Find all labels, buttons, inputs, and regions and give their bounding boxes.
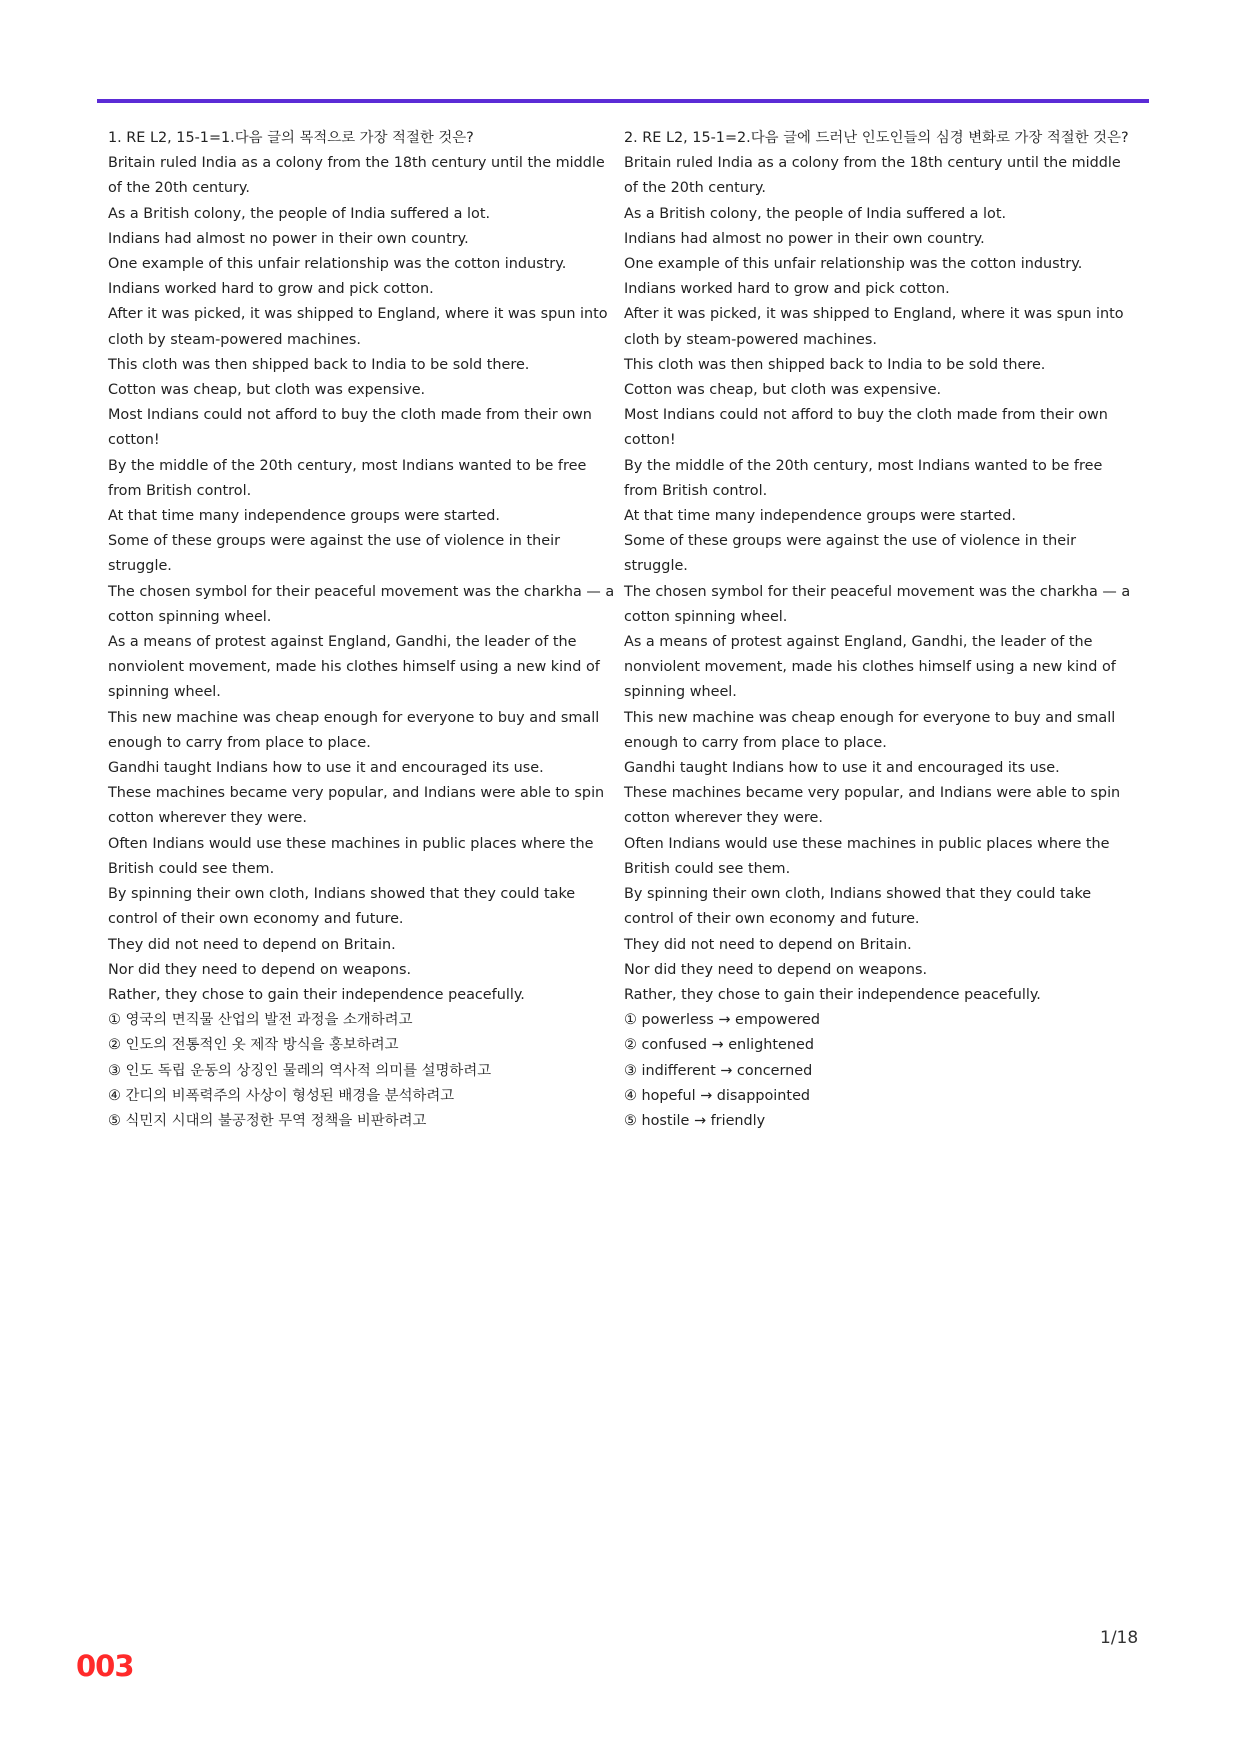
passage-sentence: This cloth was then shipped back to India to be sold there. — [624, 356, 1046, 373]
passage-sentence: Indians had almost no power in their own country. — [624, 230, 985, 247]
answer-option: ③ 인도 독립 운동의 상징인 물레의 역사적 의미를 설명하려고 — [108, 1062, 492, 1079]
passage-sentence: This new machine was cheap enough for everyone to buy and small enough to carry from place to place. — [624, 709, 1116, 751]
passage-sentence: At that time many independence groups were started. — [624, 508, 1017, 525]
answer-options — [108, 1008, 618, 1134]
question-header: 1. RE L2, 15-1=1.다음 글의 목적으로 가장 적절한 것은? — [108, 130, 474, 146]
page-number: 1/18 — [1100, 1628, 1139, 1648]
passage-sentence: Nor did they need to depend on weapons. — [108, 961, 412, 978]
passage-sentence: Rather, they chose to gain their independence peacefully. — [624, 986, 1041, 1003]
answer-option: ② 인도의 전통적인 옷 제작 방식을 홍보하려고 — [108, 1037, 399, 1054]
passage-sentence: After it was picked, it was shipped to England, where it was spun into cloth by steam-powered machines. — [108, 306, 608, 348]
passage-sentence: Often Indians would use these machines in public places where the British could see them. — [108, 835, 594, 877]
top-divider — [97, 99, 1149, 103]
passage-sentence: As a British colony, the people of India suffered a lot. — [624, 205, 1007, 222]
passage-sentence: As a means of protest against England, Gandhi, the leader of the nonviolent movement, made his clothes himself using a new kind of spinning wheel. — [624, 634, 1116, 701]
passage-sentence: These machines became very popular, and Indians were able to spin cotton wherever they were. — [624, 785, 1121, 827]
answer-option: ⑤ 식민지 시대의 불공정한 무역 정책을 비판하려고 — [108, 1112, 427, 1129]
answer-option: ① 영국의 면직물 산업의 발전 과정을 소개하려고 — [108, 1012, 413, 1029]
passage-sentence: They did not need to depend on Britain. — [108, 936, 396, 953]
passage-sentence: Most Indians could not afford to buy the cloth made from their own cotton! — [108, 407, 592, 449]
passage-sentence: Indians worked hard to grow and pick cotton. — [624, 281, 950, 298]
answer-option: ⑤ hostile → friendly — [624, 1112, 766, 1129]
passage — [624, 151, 1134, 1008]
passage-sentence: These machines became very popular, and Indians were able to spin cotton wherever they were. — [108, 785, 605, 827]
answer-option: ① powerless → empowered — [624, 1012, 821, 1029]
passage-sentence: As a means of protest against England, Gandhi, the leader of the nonviolent movement, made his clothes himself using a new kind of spinning wheel. — [108, 634, 600, 701]
question-1 — [108, 126, 618, 1134]
answer-option: ② confused → enlightened — [624, 1037, 815, 1054]
question-header: 2. RE L2, 15-1=2.다음 글에 드러난 인도인들의 심경 변화로 가장 적절한 것은? — [624, 130, 1129, 146]
passage-sentence: Britain ruled India as a colony from the 18th century until the middle of the 20th century. — [108, 155, 605, 197]
passage-sentence: Often Indians would use these machines in public places where the British could see them. — [624, 835, 1110, 877]
passage-sentence: Indians worked hard to grow and pick cotton. — [108, 281, 434, 298]
question-2 — [624, 126, 1134, 1134]
passage-sentence: By the middle of the 20th century, most Indians wanted to be free from British control. — [624, 457, 1103, 499]
passage-sentence: Most Indians could not afford to buy the cloth made from their own cotton! — [624, 407, 1108, 449]
passage-sentence: One example of this unfair relationship was the cotton industry. — [624, 256, 1083, 273]
passage-sentence: Some of these groups were against the use of violence in their struggle. — [108, 533, 561, 575]
passage-sentence: Cotton was cheap, but cloth was expensive. — [108, 382, 426, 399]
passage-sentence: Britain ruled India as a colony from the 18th century until the middle of the 20th century. — [624, 155, 1121, 197]
passage — [108, 151, 618, 1008]
passage-sentence: At that time many independence groups were started. — [108, 508, 501, 525]
page-code: 003 — [76, 1649, 134, 1683]
answer-option: ③ indifferent → concerned — [624, 1062, 813, 1079]
passage-sentence: After it was picked, it was shipped to England, where it was spun into cloth by steam-powered machines. — [624, 306, 1124, 348]
passage-sentence: By spinning their own cloth, Indians showed that they could take control of their own economy and future. — [624, 886, 1092, 928]
passage-sentence: By the middle of the 20th century, most Indians wanted to be free from British control. — [108, 457, 587, 499]
answer-options — [624, 1008, 1134, 1134]
passage-sentence: As a British colony, the people of India suffered a lot. — [108, 205, 491, 222]
passage-sentence: The chosen symbol for their peaceful movement was the charkha — a cotton spinning wheel. — [624, 583, 1131, 625]
passage-sentence: Rather, they chose to gain their independence peacefully. — [108, 986, 525, 1003]
passage-sentence: This cloth was then shipped back to India to be sold there. — [108, 356, 530, 373]
passage-sentence: Gandhi taught Indians how to use it and encouraged its use. — [624, 760, 1060, 777]
passage-sentence: This new machine was cheap enough for everyone to buy and small enough to carry from place to place. — [108, 709, 600, 751]
passage-sentence: Nor did they need to depend on weapons. — [624, 961, 928, 978]
passage-sentence: One example of this unfair relationship was the cotton industry. — [108, 256, 567, 273]
answer-option: ④ 간디의 비폭력주의 사상이 형성된 배경을 분석하려고 — [108, 1087, 455, 1104]
passage-sentence: Cotton was cheap, but cloth was expensive. — [624, 382, 942, 399]
passage-sentence: They did not need to depend on Britain. — [624, 936, 912, 953]
answer-option: ④ hopeful → disappointed — [624, 1087, 811, 1104]
passage-sentence: Gandhi taught Indians how to use it and encouraged its use. — [108, 760, 544, 777]
passage-sentence: The chosen symbol for their peaceful movement was the charkha — a cotton spinning wheel. — [108, 583, 615, 625]
passage-sentence: By spinning their own cloth, Indians showed that they could take control of their own economy and future. — [108, 886, 576, 928]
passage-sentence: Some of these groups were against the use of violence in their struggle. — [624, 533, 1077, 575]
passage-sentence: Indians had almost no power in their own country. — [108, 230, 469, 247]
